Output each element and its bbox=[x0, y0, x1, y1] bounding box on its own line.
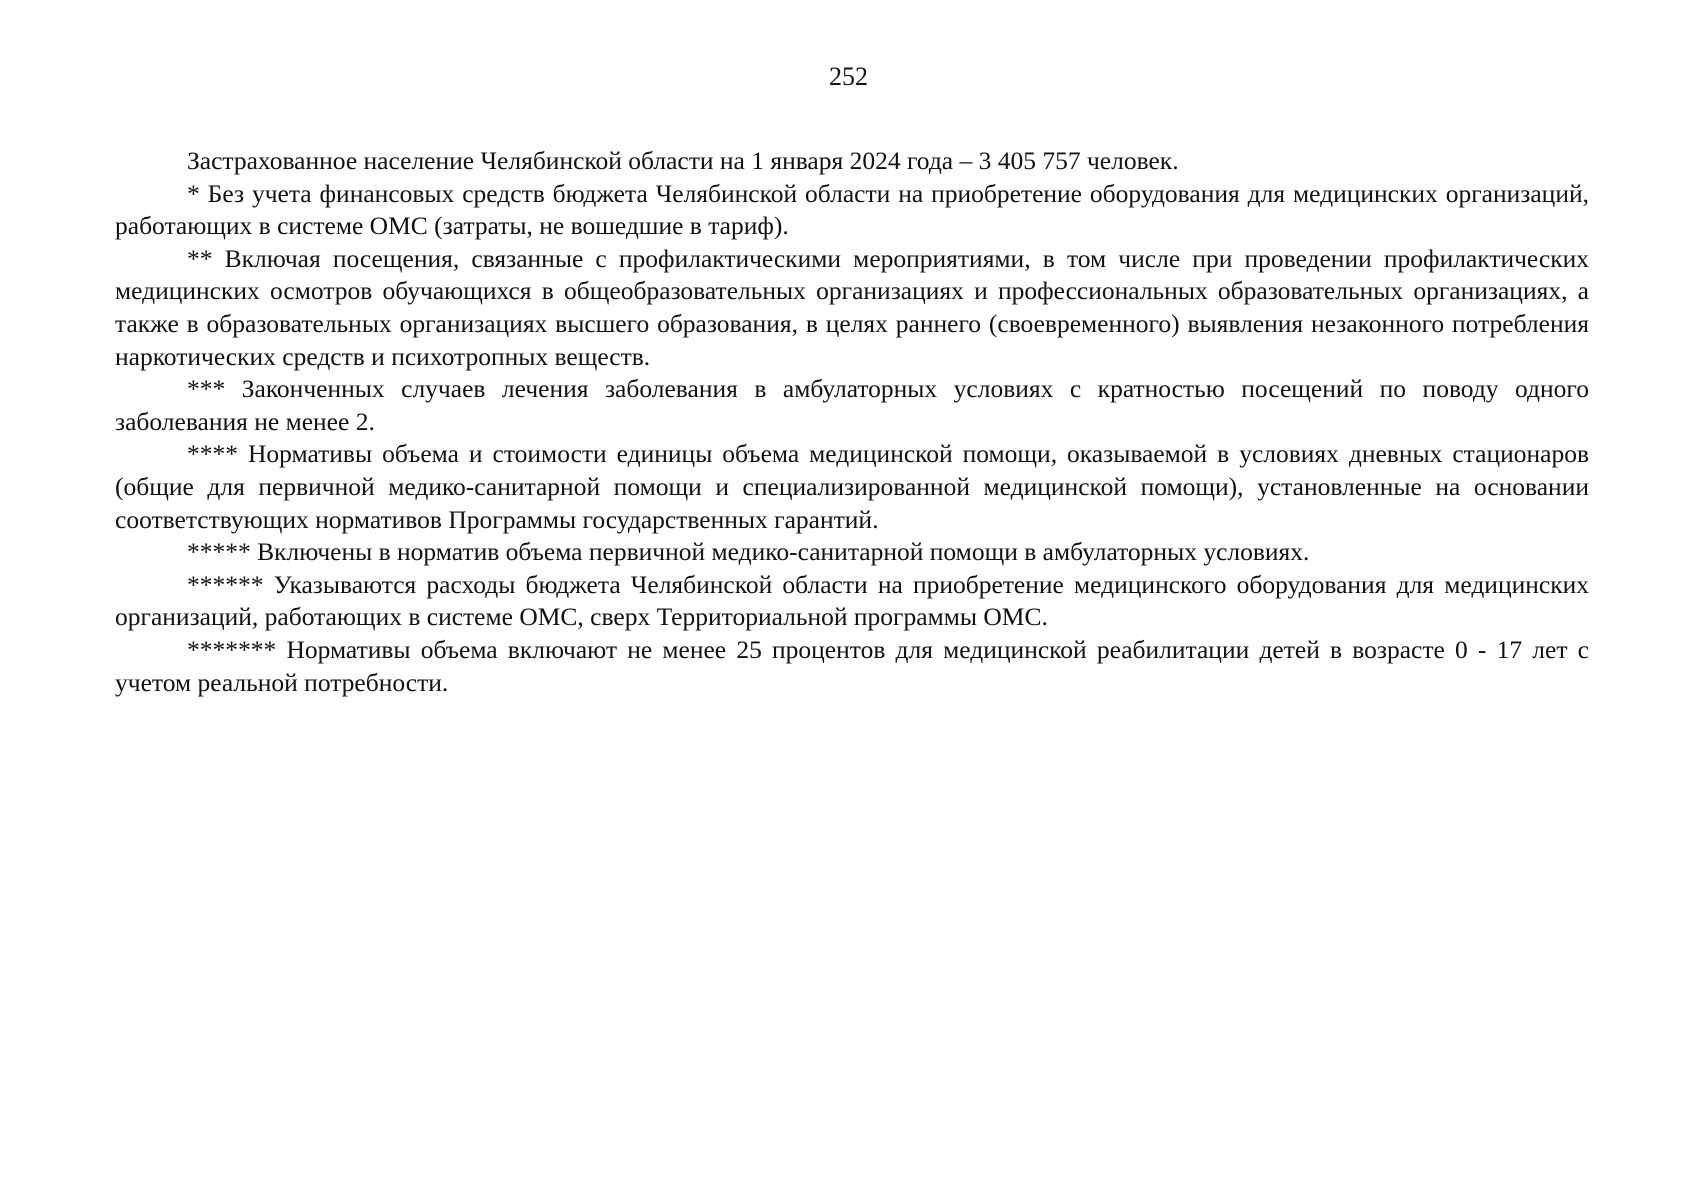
insured-population-note: Застрахованное население Челябинской области на 1 января 2024 года – 3 405 757 человек. bbox=[187, 146, 1179, 175]
footnote-5: ***** Включены в норматив объема первичной медико-санитарной помощи в амбулаторных условиях. bbox=[187, 537, 1310, 567]
footnotes-block bbox=[115, 145, 1589, 699]
footnote-4: **** Нормативы объема и стоимости единицы объема медицинской помощи, оказываемой в условиях дневных стационаров (общие для первичной медико-санитарной помощи и специализированной медицинской помощи), установленные на основании соответствующих нормативов Программы государственных гарантий. bbox=[115, 439, 1589, 534]
page-number: 252 bbox=[829, 62, 868, 91]
footnote-1: * Без учета финансовых средств бюджета Челябинской области на приобретение оборудования для медицинских организаций, работающих в системе ОМС (затраты, не вошедшие в тариф). bbox=[115, 178, 1589, 241]
footnote-3: *** Законченных случаев лечения заболевания в амбулаторных условиях с кратностью посещений по поводу одного заболевания не менее 2. bbox=[115, 374, 1589, 436]
footnote-6: ****** Указываются расходы бюджета Челябинской области на приобретение медицинского оборудования для медицинских организаций, работающих в системе ОМС, сверх Территориальной программы ОМС. bbox=[115, 569, 1589, 632]
footnote-2: ** Включая посещения, связанные с профилактическими мероприятиями, в том числе при проведении профилактических медицинских осмотров обучающихся в общеобразовательных организациях и профессиональных образовательных организациях, а также в образовательных организациях высшего образования, в целях раннего (своевременного) выявления незаконного потребления наркотических средств и психотропных веществ. bbox=[115, 243, 1589, 371]
footnote-7: ******* Нормативы объема включают не менее 25 процентов для медицинской реабилитации детей в возрасте 0 - 17 лет с учетом реальной потребности. bbox=[115, 634, 1589, 697]
